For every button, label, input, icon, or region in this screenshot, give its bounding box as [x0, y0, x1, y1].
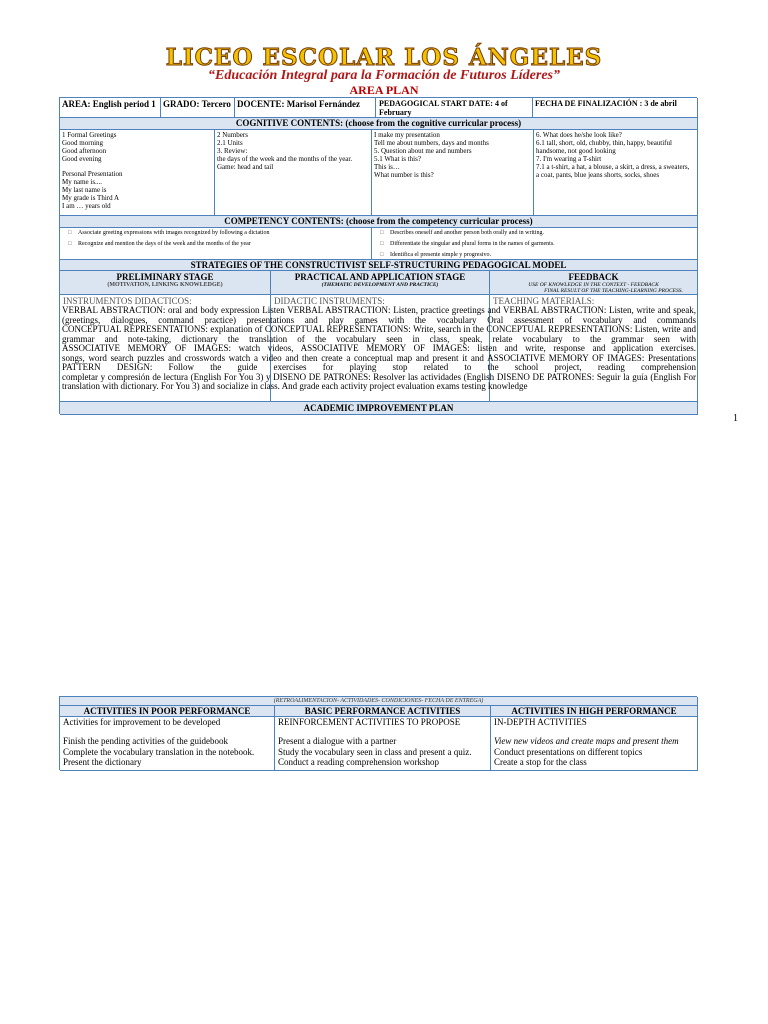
teaching-materials-label: TEACHING MATERIALS: [493, 296, 595, 306]
competency-right [372, 228, 698, 260]
practical-stage-header [271, 271, 490, 295]
cognitive-col-2 [215, 130, 372, 216]
cognitive-col-3 [372, 130, 534, 216]
strategies-body [62, 306, 696, 392]
cognitive-item: the days of the week and the months of the year. [217, 155, 353, 163]
poor-performance-header: ACTIVITIES IN POOR PERFORMANCE [60, 706, 275, 717]
basic-activity: Study the vocabulary seen in class and present a quiz. [278, 746, 472, 757]
competency-item: □ Identifica el presente simple y progresivo. [372, 250, 697, 260]
cognitive-item: My name is.... [62, 178, 103, 186]
cognitive-item: 5.1 What is this? [374, 155, 421, 163]
basic-performance-list [275, 717, 491, 771]
performance-caption: (RETROALIMENTACION- ACTIVIDADES- CONDICIONES- FECHA DE ENTREGA) [60, 697, 698, 706]
cognitive-item: Good morning [62, 139, 104, 147]
cognitive-item: 6. What does he/she look like? [536, 131, 622, 139]
cognitive-item [62, 163, 212, 170]
high-activity: Conduct presentations on different topics [494, 746, 643, 757]
cognitive-item: My last name is [62, 186, 107, 194]
basic-activity: Present a dialogue with a partner [278, 736, 397, 747]
strategy-line: VERBAL ABSTRACTION: oral and body expression Listen VERBAL ABSTRACTION: Listen, practice greetings and VERBAL ABSTRACTION: Listen, write and speak, [62, 306, 696, 315]
strategy-line: ASSOCIATIVE MEMORY OF IMAGES: watch videos, ASSOCIATIVE MEMORY OF IMAGES: listen and write, response and application exercises. [62, 344, 696, 353]
high-activity: View new videos and create maps and present them [494, 736, 679, 747]
cognitive-contents-header: COGNITIVE CONTENTS: (choose from the cognitive curricular process) [60, 118, 698, 130]
cognitive-item: 3. Review: [217, 147, 248, 155]
cognitive-item: Game: head and tail [217, 163, 274, 171]
basic-activity: REINFORCEMENT ACTIVITIES TO PROPOSE [278, 717, 461, 727]
high-activity [494, 727, 694, 736]
high-performance-header: ACTIVITIES IN HIGH PERFORMANCE [491, 706, 698, 717]
grade-field: GRADO: Tercero [161, 98, 235, 118]
cognitive-item: 6.1 tall, short, old, chubby, thin, happy, beautiful [536, 139, 672, 147]
feedback-stage-title: FEEDBACK [568, 272, 619, 282]
cognitive-col-4 [534, 130, 698, 216]
high-performance-list [491, 717, 698, 771]
strategy-line: songs, word search puzzles and crosswords watch a video and then create a conceptual map and present it and ASSOCIATIVE MEMORY OF IMAGES: Presentations [62, 353, 696, 363]
strategy-line: (greetings, dialogues, command practice) presentations and play games with the vocabulary Oral assessment of vocabulary and commands [62, 315, 696, 325]
poor-activity [63, 727, 271, 736]
poor-activity: Finish the pending activities of the guidebook [63, 736, 228, 747]
practical-stage-subtitle: (THEMATIC DEVELOPMENT AND PRACTICE) [321, 282, 439, 288]
cognitive-item: 2 Numbers [217, 131, 248, 139]
high-activity: Create a stop for the class [494, 757, 587, 768]
basic-performance-header: BASIC PERFORMANCE ACTIVITIES [275, 706, 491, 717]
high-activity: IN-DEPTH ACTIVITIES [494, 717, 587, 727]
cognitive-item: 5. Question about me and numbers [374, 147, 472, 155]
teacher-field: DOCENTE: Marisol Fernández [235, 98, 376, 118]
area-plan-table [59, 97, 697, 414]
cognitive-item: This is… [374, 163, 400, 171]
cognitive-item: Tell me about numbers, days and months [374, 139, 489, 147]
cognitive-item: I am … years old [62, 202, 111, 210]
practical-stage-title: PRACTICAL AND APPLICATION STAGE [294, 272, 466, 282]
cognitive-item: handsome, not good looking [536, 147, 616, 155]
area-field: AREA: English period 1 [60, 98, 161, 118]
end-date-field: FECHA DE FINALIZACIÓN : 3 de abril [533, 98, 698, 118]
academic-improvement-header: ACADEMIC IMPROVEMENT PLAN [60, 402, 698, 415]
competency-contents-header: COMPETENCY CONTENTS: (choose from the competency curricular process) [60, 216, 698, 228]
strategy-line: CONCEPTUAL REPRESENTATIONS: explanation of CONCEPTUAL REPRESENTATIONS: Write, search in the CONCEPTUAL REPRESENTATIONS: Listen, write and [62, 325, 696, 334]
didactic-instruments-label: DIDACTIC INSTRUMENTS: [274, 296, 385, 306]
feedback-stage-header [490, 271, 698, 295]
cognitive-item: 7. I'm wearing a T-shirt [536, 155, 602, 163]
competency-item: □ Differentiate the singular and plural forms in the names of garments. [372, 239, 697, 250]
competency-left [60, 228, 372, 260]
strategy-line: PATTERN DESIGN: Follow the guide exercises for playing stop related to the school project, reading comprehension [62, 363, 696, 372]
cognitive-item: Good afternoon [62, 147, 107, 155]
start-date-field: PEDAGOGICAL START DATE: 4 of February [376, 98, 533, 118]
basic-activity [278, 727, 487, 736]
preliminary-stage-subtitle: (MOTIVATION, LINKING KNOWLEDGE) [107, 282, 223, 288]
area-plan-title: AREA PLAN [349, 83, 419, 97]
poor-activity: Activities for improvement to be developed [63, 717, 221, 727]
cognitive-item: 1 Formal Greetings [62, 131, 117, 139]
instrumentos-label: INSTRUMENTOS DIDACTICOS: [63, 296, 192, 306]
preliminary-stage-title: PRELIMINARY STAGE [116, 272, 214, 282]
cognitive-item: Good evening [62, 155, 102, 163]
school-motto: “Educación Integral para la Formación de Futuros Líderes” [208, 68, 560, 83]
cognitive-item: a coat, pants, blue jeans shorts, socks, shoes [536, 171, 660, 179]
cognitive-item: My grade is Third A [62, 194, 120, 202]
page-number: 1 [733, 413, 738, 424]
cognitive-item: What number is this? [374, 171, 434, 179]
feedback-stage-subtitle-1: USE OF KNOWLEDGE IN THE CONTEXT - FEEDBACK [528, 282, 659, 288]
cognitive-item: 2.1 Units [217, 139, 243, 147]
feedback-stage-subtitle-2: FINAL RESULT OF THE TEACHING-LEARNING PROCESS. [544, 288, 683, 294]
poor-activity: Complete the vocabulary translation in the notebook. [63, 746, 255, 757]
competency-item: □ Recognize and mention the days of the week and the months of the year [60, 239, 371, 250]
strategy-line: completar y compresión de lectura (English For You 3) y DISEÑO DE PATRONES: Resolver las actividades (English DISEÑO DE PATRONES: Seguir la guía (English For [62, 372, 696, 382]
competency-item: □ Associate greeting expressions with images recognized by following a dictation [60, 228, 371, 239]
strategies-header: STRATEGIES OF THE CONSTRUCTIVIST SELF-STRUCTURING PEDAGOGICAL MODEL [60, 260, 698, 271]
poor-performance-list [60, 717, 275, 771]
school-name: LICEO ESCOLAR LOS ÁNGELES [165, 44, 603, 71]
cognitive-col-1 [60, 130, 215, 216]
cognitive-item: Personal Presentation [62, 170, 123, 178]
basic-activity: Conduct a reading comprehension workshop [278, 757, 439, 768]
strategy-line: translation with dictionary. For You 3) and socialize in class. And grade each activity project evaluation exams testing knowledge [62, 381, 528, 391]
strategy-line: grammar and note-taking, dictionary the translation of the vocabulary seen in class, speak, relate vocabulary to the grammar seen with [62, 334, 696, 344]
preliminary-stage-header [60, 271, 271, 295]
cognitive-item: I make my presentation [374, 131, 440, 139]
competency-item: □ Describes oneself and another person both orally and in writing. [372, 228, 697, 239]
performance-table [59, 696, 697, 770]
poor-activity: Present the dictionary [63, 757, 142, 768]
cognitive-item: 7.1 a t-shirt, a hat, a blouse, a skirt, a dress, a sweaters, [536, 163, 690, 171]
